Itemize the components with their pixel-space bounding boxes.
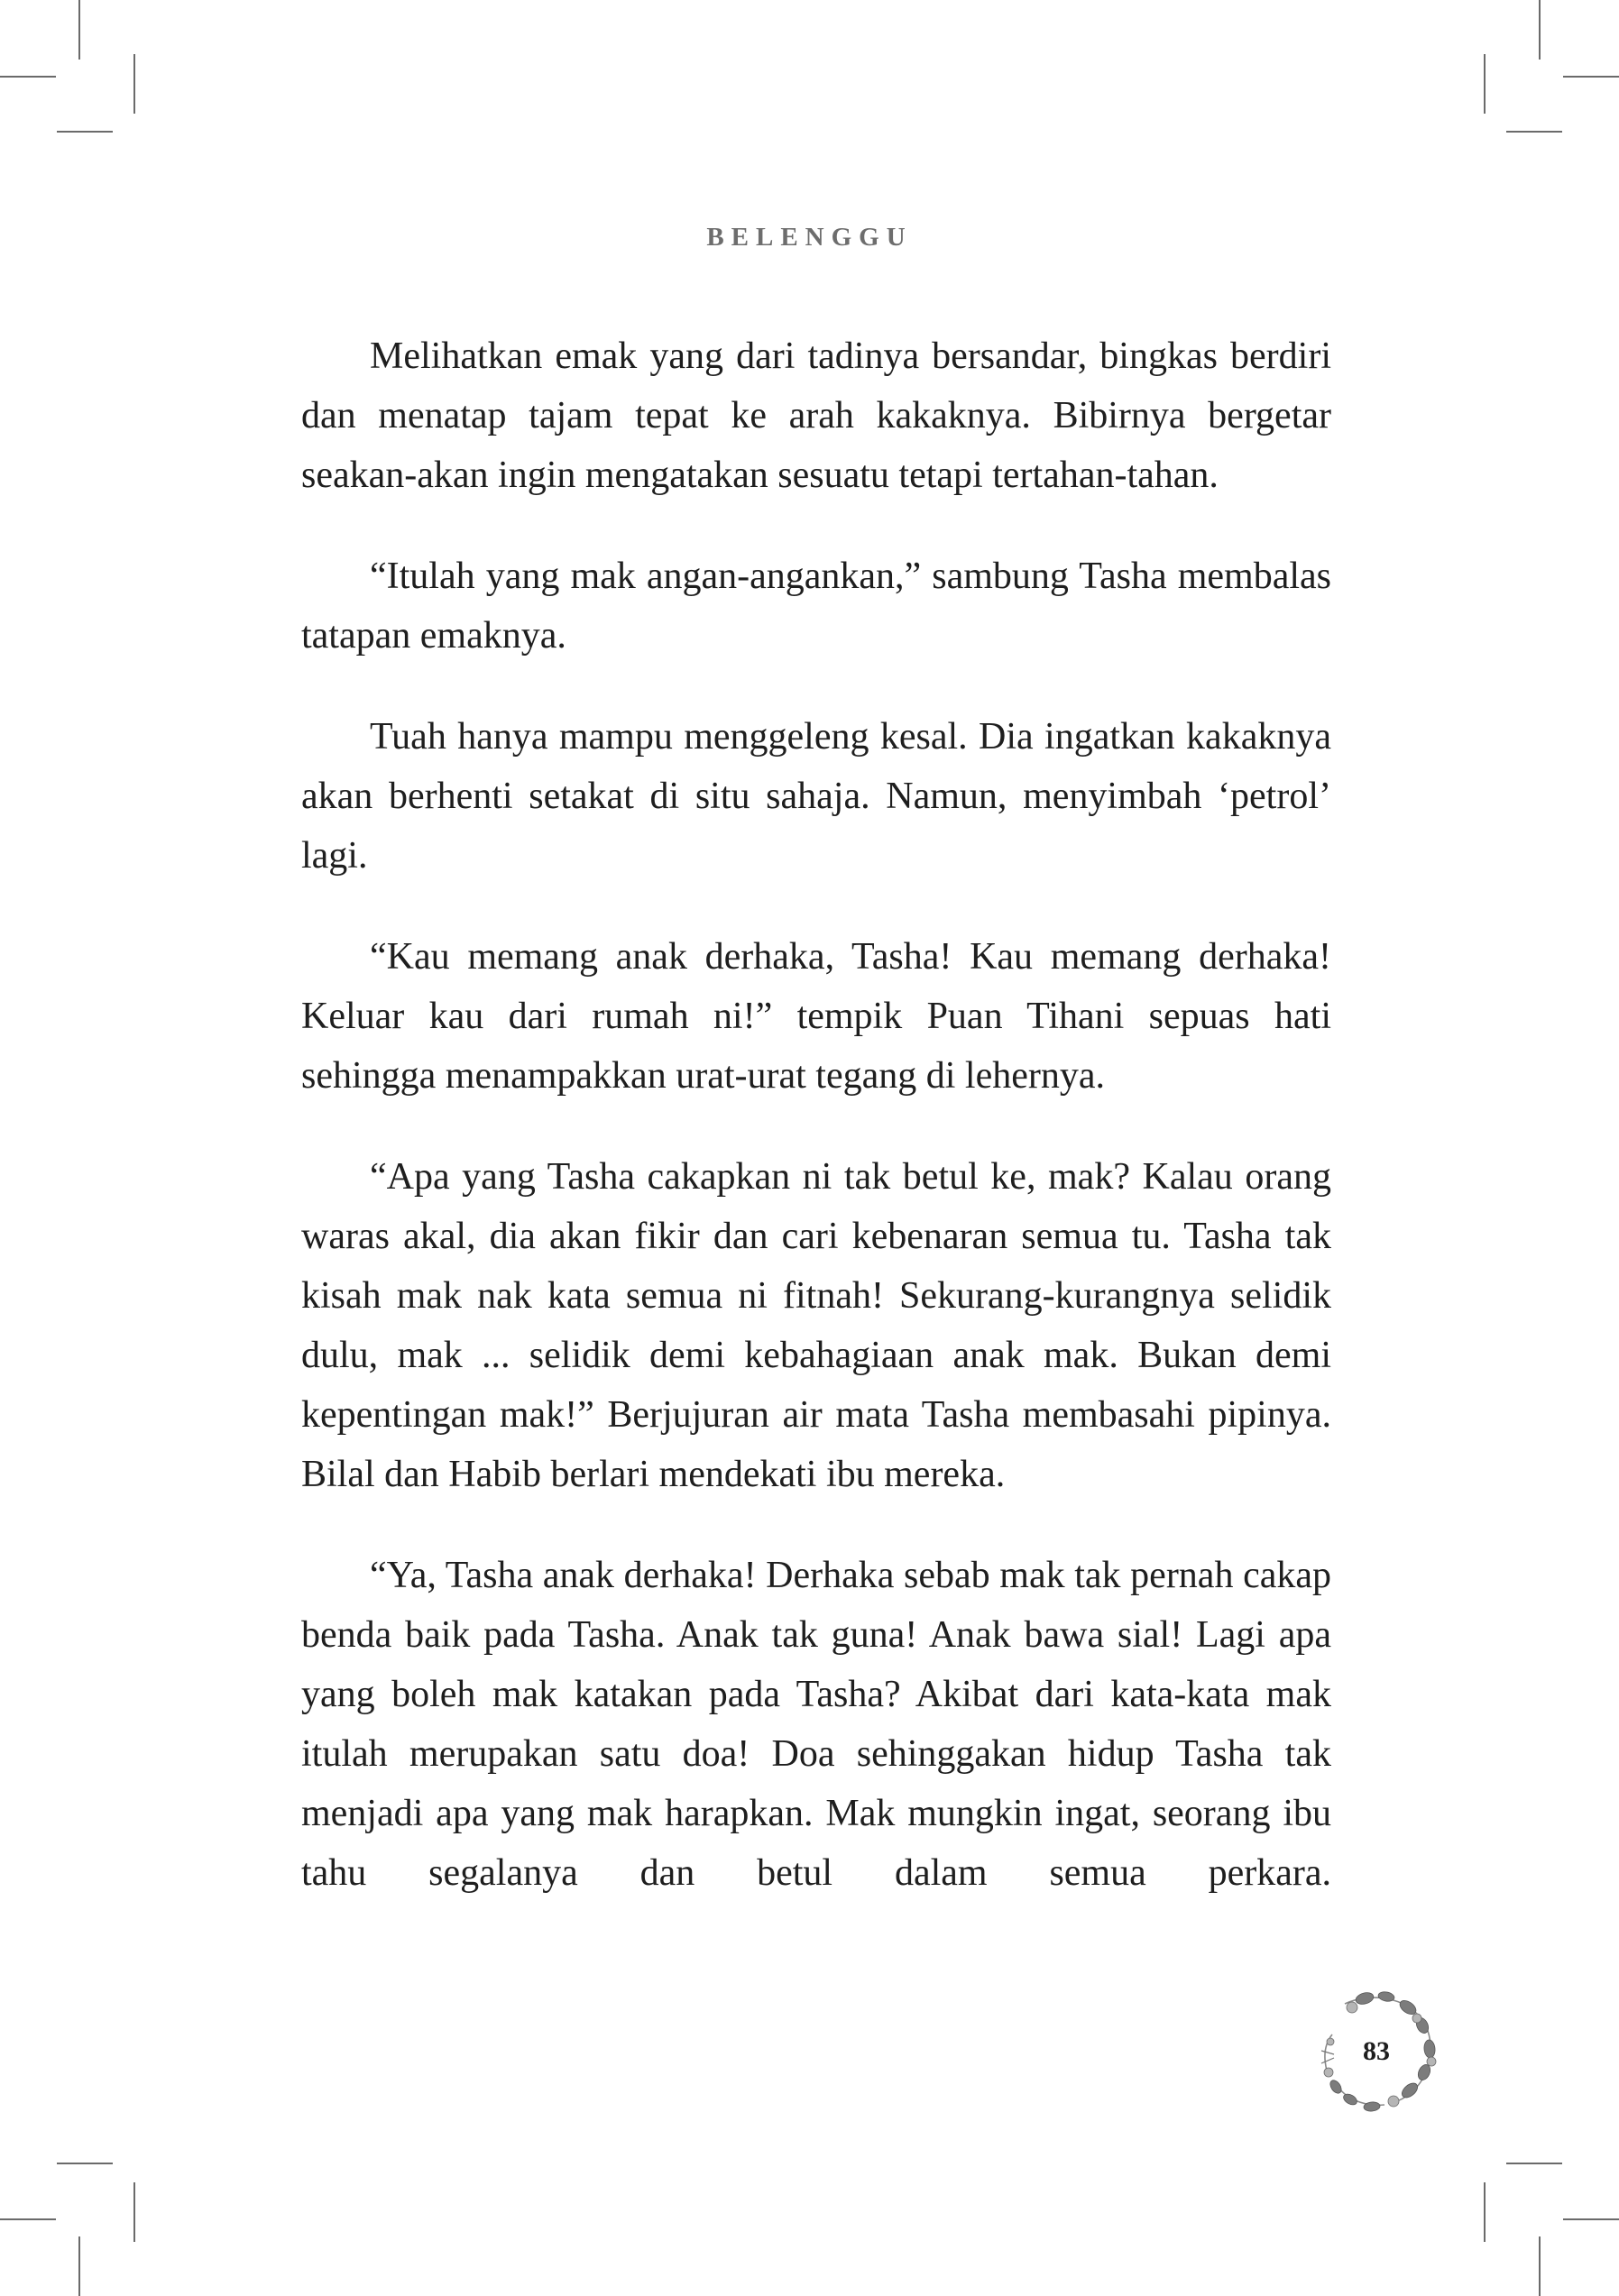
crop-mark [57,2163,113,2164]
paragraph: “Itulah yang mak angan-angankan,” sambung Tasha membalas tatapan emaknya. [301,556,1331,657]
crop-mark [0,2218,56,2220]
paragraph: “Ya, Tasha anak derhaka! Derhaka sebab mak tak pernah cakap benda baik pada Tasha. Anak tak guna! Anak bawa sial! Lagi apa yang boleh mak katakan pada Tasha? Akibat dari kata-kata mak itulah merupakan satu doa! Doa sehinggakan hidup Tasha tak menjadi apa yang mak harapkan. Mak mungkin ingat, seorang ibu tahu segalanya dan betul dalam semua perkara. [301,1555,1331,1894]
paragraph: “Apa yang Tasha cakapkan ni tak betul ke, mak? Kalau orang waras akal, dia akan fikir dan cari kebenaran semua tu. Tasha tak kisah mak nak kata semua ni fitnah! Sekurang-kurangnya selidik dulu, mak ... selidik demi kebahagiaan anak mak. Bukan demi kepentingan mak!” Berjujuran air mata Tasha membasahi pipinya. Bilal dan Habib berlari mendekati ibu mereka. [301,1156,1331,1495]
page-number-ornament [1309,1984,1444,2119]
paragraph: Tuah hanya mampu menggeleng kesal. Dia ingatkan kakaknya akan berhenti setakat di situ sahaja. Namun, menyimbah ‘petrol’ lagi. [301,716,1331,877]
crop-mark [1506,2163,1562,2164]
crop-mark [133,54,135,114]
crop-mark [1563,76,1619,78]
page-number: 83 [1363,2036,1390,2066]
crop-mark [1506,131,1562,133]
crop-mark [1484,54,1486,114]
running-head: BELENGGU [706,223,913,252]
body-text [301,326,1331,1944]
crop-mark [57,131,113,133]
crop-mark [133,2182,135,2242]
crop-mark [1484,2182,1486,2242]
crop-mark [78,2236,80,2296]
crop-mark [78,0,80,60]
crop-mark [1539,2236,1541,2296]
crop-mark [0,76,56,78]
paragraph: “Kau memang anak derhaka, Tasha! Kau memang derhaka! Keluar kau dari rumah ni!” tempik Puan Tihani sepuas hati sehingga menampakkan urat-urat tegang di lehernya. [301,936,1331,1097]
crop-mark [1563,2218,1619,2220]
paragraph: Melihatkan emak yang dari tadinya bersandar, bingkas berdiri dan menatap tajam tepat ke arah kakaknya. Bibirnya bergetar seakan-akan ingin mengatakan sesuatu tetapi tertahan-tahan. [301,335,1331,496]
crop-mark [1539,0,1541,60]
